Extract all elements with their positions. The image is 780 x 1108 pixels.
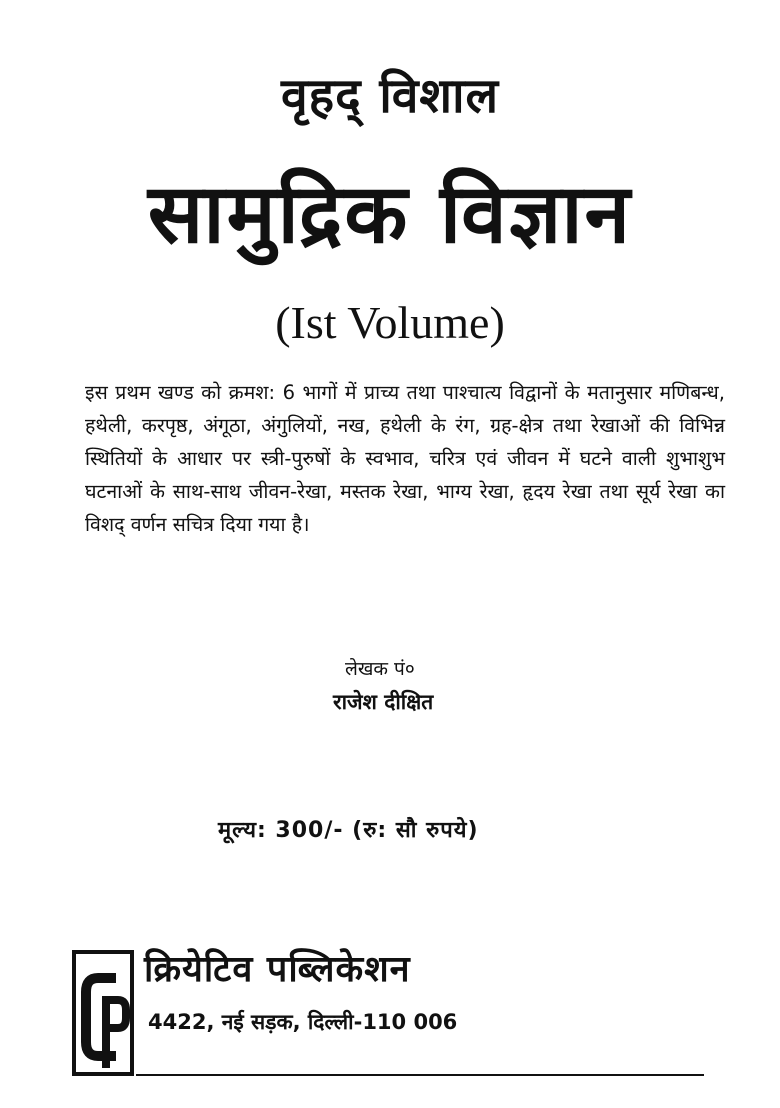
publisher-logo-icon bbox=[72, 950, 134, 1076]
author-label: लेखक पं० bbox=[345, 658, 415, 680]
book-title: सामुद्रिक विज्ञान bbox=[147, 167, 633, 262]
book-subtitle: वृहद् विशाल bbox=[280, 68, 500, 124]
bottom-divider bbox=[136, 1074, 704, 1076]
book-description: इस प्रथम खण्ड को क्रमश: 6 भागों में प्राच्य तथा पाश्चात्य विद्वानों के मतानुसार मणिबन्ध, हथेली, करपृष्ठ, अंगूठा, अंगुलियों, नख, हथेली के रंग, ग्रह-क्षेत्र तथा रेखाओं की विभिन्न स्थितियों के आधार पर स्त्री-पुरुषों के स्वभाव, चरित्र एवं जीवन में घटने वाली शुभाशुभ घटनाओं के साथ-साथ जीवन-रेखा, मस्तक रेखा, भाग्य रेखा, हृदय रेखा तथा सूर्य रेखा का विशद् वर्णन सचित्र दिया गया है। bbox=[85, 381, 725, 536]
volume-label: (Ist Volume) bbox=[275, 297, 505, 348]
author-name: राजेश दीक्षित bbox=[333, 690, 434, 714]
publisher-name: क्रियेटिव पब्लिकेशन bbox=[144, 949, 411, 990]
price-text: मूल्य: 300/- (रु: सौ रुपये) bbox=[218, 818, 479, 843]
publisher-address: 4422, नई सड़क, दिल्ली-110 006 bbox=[148, 1010, 458, 1034]
